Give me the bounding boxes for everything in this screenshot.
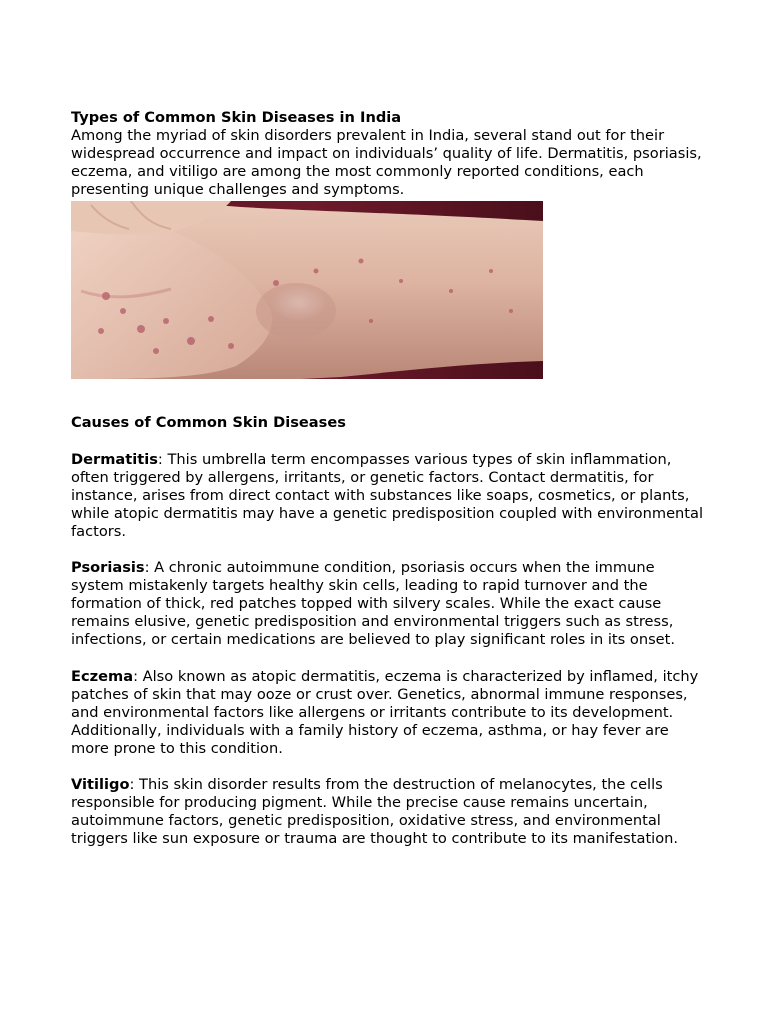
intro-paragraph: Among the myriad of skin disorders prevalent in India, several stand out for their widespread occurrence and impact on individuals’ quality of life. Dermatitis, psoriasis, eczema, and vitiligo are among the most commonly reported conditions, each presenting unique challenges and symptoms. — [71, 127, 702, 199]
cause-description: : This umbrella term encompasses various types of skin inflammation, often triggered by allergens, irritants, or genetic factors. Contact dermatitis, for instance, arises from direct contact with substances like soaps, cosmetics, or plants, while atopic dermatitis may have a genetic predisposition coupled with environmental factors. — [71, 450, 704, 540]
cause-description: : Also known as atopic dermatitis, eczema is characterized by inflamed, itchy patches of skin that may ooze or crust over. Genetics, abnormal immune responses, and environmental factors like allergens or irritants contribute to its development. Additionally, individuals with a family history of eczema, asthma, or hay fever are more prone to this condition. — [71, 667, 699, 757]
cause-dermatitis — [71, 451, 711, 541]
cause-description: : A chronic autoimmune condition, psoriasis occurs when the immune system mistakenly targets healthy skin cells, leading to rapid turnover and the formation of thick, red patches topped with silvery scales. While the exact cause remains elusive, genetic predisposition and environmental triggers such as stress, infections, or certain medications are believed to play significant roles in its onset. — [71, 559, 676, 649]
cause-term: Eczema — [71, 667, 134, 685]
cause-eczema — [71, 668, 711, 758]
cause-term: Psoriasis — [71, 559, 145, 577]
causes-heading: Causes of Common Skin Diseases — [71, 414, 346, 432]
cause-vitiligo — [71, 776, 711, 848]
cause-description: : This skin disorder results from the destruction of melanocytes, the cells responsible for producing pigment. While the precise cause remains uncertain, autoimmune factors, genetic predisposition, oxidative stress, and environmental triggers like sun exposure or trauma are thought to contribute to its manifestation. — [71, 775, 679, 848]
skin-rash-photo — [71, 201, 543, 379]
cause-psoriasis — [71, 559, 711, 649]
cause-term: Dermatitis — [71, 450, 158, 468]
cause-term: Vitiligo — [71, 775, 130, 793]
document-content — [71, 109, 711, 848]
types-heading: Types of Common Skin Diseases in India — [71, 109, 402, 126]
